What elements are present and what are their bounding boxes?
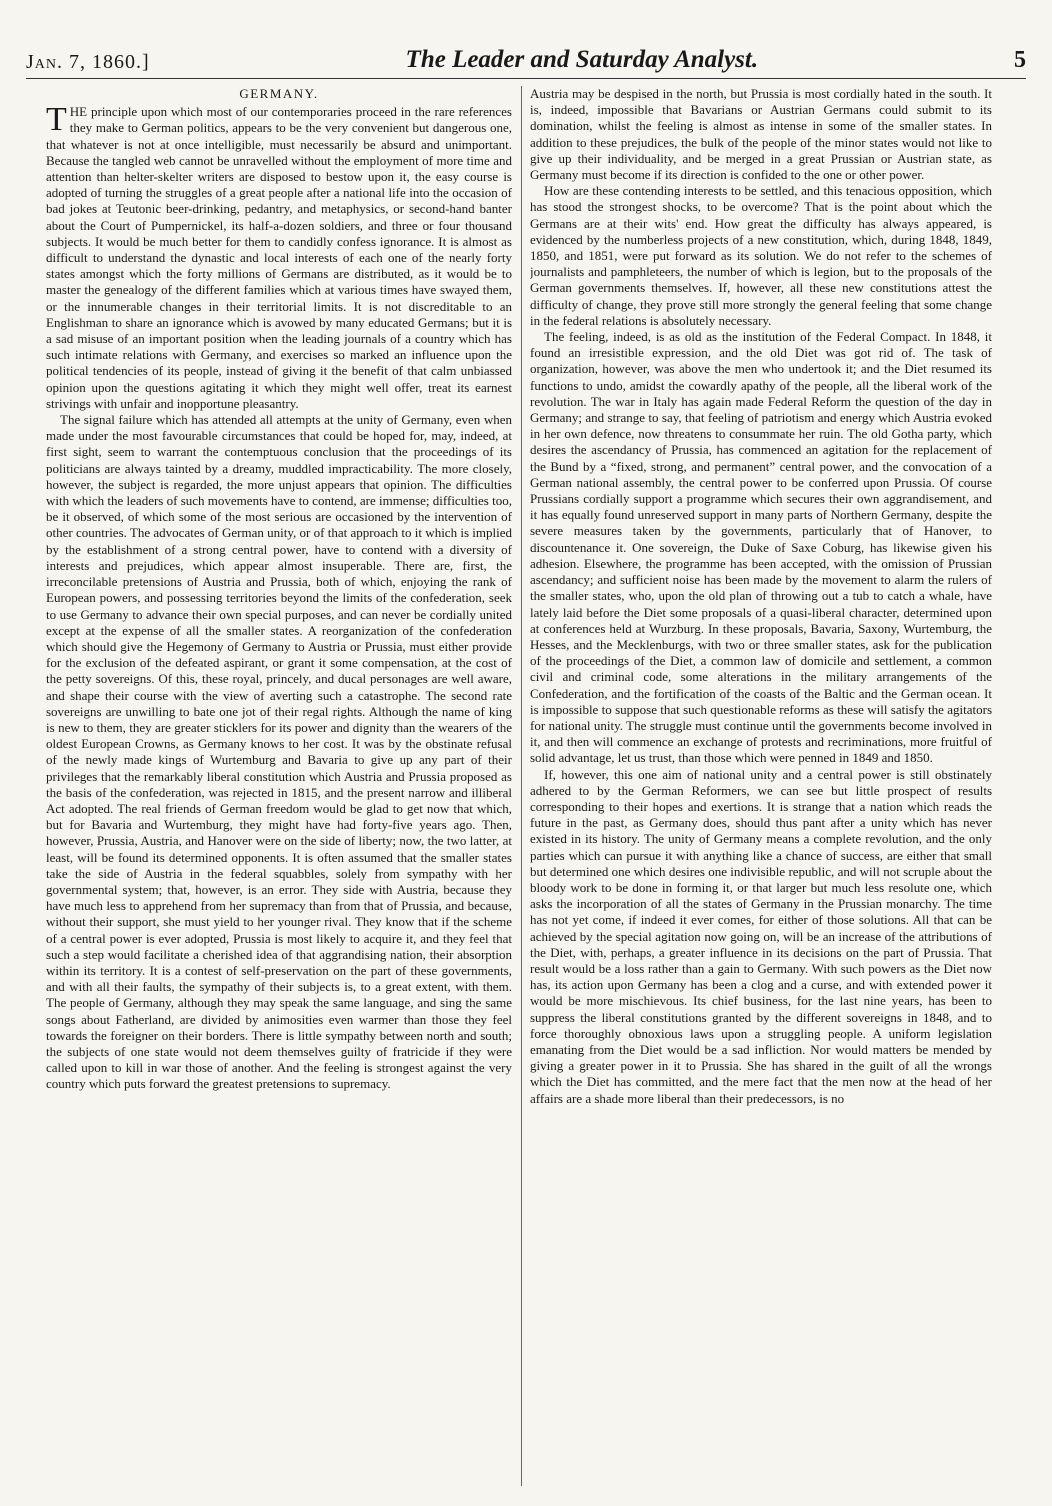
paragraph-2: The signal failure which has attended all attempts at the unity of Germany, even when made under the most favourable circumstances that could be hoped for, may, indeed, at first sight, seem to warrant the contemptuous conclusion that the proceedings of its politicians are always tainted by a dreamy, muddled impracticability. The more closely, however, the subject is regarded, the more unjust appears that opinion. The difficulties with which the leaders of such movements have to contend, are immense; difficulties too, be it observed, of which some of the most serious are occasioned by the intervention of other countries. The advocates of German unity, or of that approach to it which is implied by the establishment of a strong central power, have to contend with a diversity of interests and prejudices, which appear almost insuperable. There are, first, the irreconcilable pretensions of Austria and Prussia, both of which, enjoying the rank of European powers, and possessing territories beyond the limits of the confederation, seek to use Germany to advance their own special purposes, and can never be cordially united except at the expense of all the smaller states. A reorganization of the confederation which should give the Hegemony of Germany to Austria or Prussia, must either provide for the exclusion of the defeated aspirant, or grant it some compensation, at the cost of the petty sovereigns. Of this, these royal, princely, and ducal personages are well aware, and shape their course with the view of averting such a catastrophe. The second rate sovereigns are unwilling to bate one jot of their regal rights. Although the name of king is new to them, they are greater sticklers for its power and dignity than the wearers of the oldest European Crowns, as Germany knows to her cost. It was by the obstinate refusal of the newly made kings of Wurtemburg and Bavaria to give up any part of their privileges that the remarkably liberal constitution which Austria and Prussia proposed as the basis of the confederation, was rejected in 1815, and the present narrow and illiberal Act adopted. The real friends of German freedom would be glad to get now that which, but for Bavaria and Wurtemburg, they might have had forty-five years ago. Then, however, Prussia, Austria, and Hanover were on the side of liberty; now, the two latter, at least, will be found its determined opponents. It is often assumed that the smaller states take the side of Austria in the federal squabbles, solely from sympathy with her governmental system; that, however, is an error. They side with Austria, because they have much less to apprehend from her supremacy than from that of Prussia, and because, without their support, she must yield to her younger rival. They know that if the scheme of a central power is ever adopted, Prussia is most likely to acquire it, and they feel that such a step would facilitate a cherished idea of that aggrandising nation, their absorption within its territory. It is a contest of self-preservation on the part of these governments, and with all their faults, the sympathy of their subjects is, to a great extent, with them. The people of Germany, although they may speak the same language, and sing the same songs about Fatherland, are divided by animosities even warmer than those they feel towards the foreigner on their borders. There is little sympathy between north and south; the subjects of one state would not deem themselves guilty of fratricide if they were called upon to kill in war those of another. And the feeling is strongest against the very country which puts forward the greatest pretensions to supremacy. xyxy=(46,412,512,1092)
paragraph-6: If, however, this one aim of national unity and a central power is still obstinately adhered to by the German Reformers, we can see but little prospect of results corresponding to their hopes and exertions. It is strange that a nation which reads the future in the past, as Germany does, should thus pant after a unity which has never existed in its history. The unity of Germany means a complete revolution, and the only parties which can pursue it with anything like a chance of success, are either that small but determined one which desires one indivisible republic, and will not scruple about the bloody work to be done in forming it, or that larger but much less resolute one, which asks the incorporation of all the states of Germany in the Prussian monarchy. The time has not yet come, if indeed it ever comes, for either of those solutions. All that can be achieved by the special agitation now going on, will be an increase of the attributions of the Diet, with, perhaps, a greater influence in its decisions on the part of Prussia. That result would be a loss rather than a gain to Germany. With such powers as the Diet now has, its action upon Germany has been a clog and a curse, and with extended power it would be more mischievous. Its chief business, for the last nine years, has been to suppress the liberal constitutions granted by the different sovereigns in 1848, and to force thoroughly obnoxious laws upon a struggling people. A uniform legislation emanating from the Diet would be a sad infliction. Nor would matters be mended by giving a greater power in it to Prussia. She has shared in the guilt of all the wrongs which the Diet has committed, and the mere fact that the men now at the head of her affairs are a shade more liberal than their predecessors, is no xyxy=(530,766,992,1106)
paragraph-1-text: HE principle upon which most of our contemporaries proceed in the rare references they make to German politics, appears to be the very convenient but dangerous one, that whatever is not at once intelligible, must necessarily be absurd and unimportant. Because the tangled web cannot be unravelled without the employment of more time and attention than helter-skelter writers are disposed to bestow upon it, the easy course is adopted of turning the struggles of a great people after a national life into the occasion of bad jokes at Teutonic beer-drinking, pedantry, and metaphysics, or second-hand banter about the Court of Pumpernickel, its half-a-dozen soldiers, and three or four thousand subjects. It would be much better for them to candidly confess ignorance. It is almost as difficult to understand the dynastic and local interests of each one of the nearly forty states amongst which the forty millions of Germans are distributed, as it would be to master the genealogy of the different families which at various times have swayed them, or the innumerable changes in their territorial limits. It is not discreditable to an Englishman to share an ignorance which is avowed by many educated Germans; but it is a sad misuse of an important position when the leading journals of a country which has such intimate relations with Germany, and exercises so marked an influence upon the political tendencies of its people, instead of giving it the benefit of that calm unbiassed opinion upon the questions agitating it which they might well offer, treat its earnest strivings with unfair and inopportune pleasantry. xyxy=(46,104,512,411)
publication-title: The Leader and Saturday Analyst. xyxy=(405,46,759,73)
right-column xyxy=(530,86,992,1494)
paragraph-5: The feeling, indeed, is as old as the institution of the Federal Compact. In 1848, it found an irresistible expression, and the old Diet was got rid of. The task of organization, however, was above the men who undertook it; and the Diet resumed its functions to undo, amidst the cowardly apathy of the people, all the liberal work of the revolution. The war in Italy has again made Federal Reform the question of the day in Germany; and strange to say, that feeling of patriotism and energy which Austria evoked in her own defence, now threatens to consummate her ruin. The old Gotha party, which desires the ascendancy of Prussia, has commenced an agitation for the replacement of the Bund by a “fixed, strong, and permanent” central power, and the convocation of a German national assembly, the central power to be conferred upon Prussia. Of course Prussians cordially support a programme which secures their own aggrandisement, and it has equally found unreserved support in many parts of Northern Germany, despite the severe measures taken by the governments, particularly that of Hanover, to discountenance it. One sovereign, the Duke of Saxe Coburg, has likewise given his adhesion. Elsewhere, the programme has been accepted, with the omission of Prussian ascendancy; and sufficient noise has been made by the movement to alarm the rulers of the smaller states, who, upon the old plan of throwing out a tub to catch a whale, have lately laid before the Diet some proposals of a quasi-liberal character, determined upon at conferences held at Wurzburg. In these proposals, Bavaria, Saxony, Wurtemburg, the Hesses, and the Mecklenburgs, with two or three smaller states, ask for the publication of the proceedings of the Diet, a common law of domicile and settlement, a common civil and criminal code, some alterations in the military arrangements of the Confederation, and the fortification of the coasts of the Baltic and the German ocean. It is impossible to suppose that such questionable reforms as these will satisfy the agitators for national unity. The struggle must continue until the governments become involved in it, and then will commence an exchange of protests and recriminations, more fruitful of solid advantage, let us trust, than those which were penned in 1849 and 1850. xyxy=(530,329,992,766)
issue-date: Jan. 7, 1860.] xyxy=(26,51,150,73)
paragraph-4: How are these contending interests to be settled, and this tenacious opposition, which has stood the strongest shocks, to be overcome? That is the point about which the Germans are at their wits' end. How great the difficulty has always appeared, is evidenced by the numberless projects of a new constitution, which, during 1848, 1849, 1850, and 1851, were put forward as its solution. We do not refer to the schemes of journalists and pamphleteers, the number of which is legion, but to the proposals of the German governments themselves. If, however, all these new constitutions attest the difficulty of change, they prove still more strongly the general feeling that some change in the federal relations is absolutely necessary. xyxy=(530,183,992,328)
page-number: 5 xyxy=(1014,47,1026,73)
page-header xyxy=(26,40,1026,74)
article-heading: GERMANY. xyxy=(239,86,319,101)
paragraph-3: Austria may be despised in the north, but Prussia is most cordially hated in the south. It is, indeed, impossible that Bavarians or Austrian Germans could submit to its domination, whilst the feeling is almost as intense in some of the smaller states. In addition to these prejudices, the bulk of the people of the minor states would not like to give up their individuality, and be merged in a great Prussian or Austrian state, as Germany must become if its direction is confided to the one or other power. xyxy=(530,86,992,183)
header-rule xyxy=(26,78,1026,79)
drop-cap: T xyxy=(46,101,67,139)
column-divider xyxy=(521,86,522,1486)
left-column xyxy=(46,86,512,1494)
paragraph-1 xyxy=(46,101,512,412)
